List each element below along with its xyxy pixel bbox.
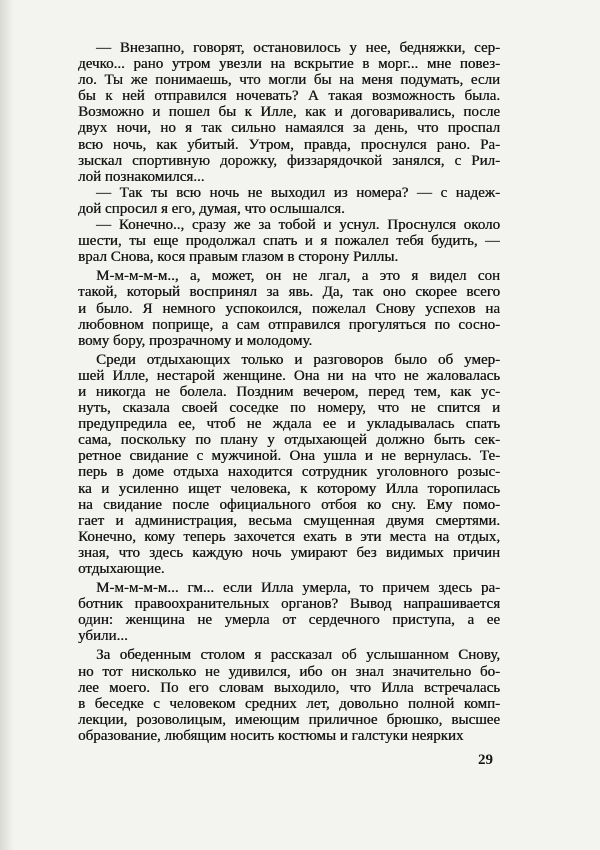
book-page-text <box>78 40 500 744</box>
text-line: Среди отдыхающих только и разговоров было об умер- <box>96 351 500 368</box>
text-line: лекции, розоволицым, имеющим приличное брюшко, высшее <box>78 711 500 728</box>
text-line: лее моего. По его словам выходило, что Илла встречалась <box>78 679 500 696</box>
text-line: Конечно, кому теперь захочется ехать в эти места на отдых, <box>78 528 500 545</box>
text-line: ка и усиленно ищет человека, к которому Илла торопилась <box>78 480 500 497</box>
text-line: лой познакомился... <box>78 168 205 185</box>
text-line: М-м-м-м-м.., а, может, он не лгал, а это я видел сон <box>96 268 500 285</box>
paragraph <box>78 217 500 265</box>
paragraph <box>78 647 500 744</box>
text-line: такой, который воспринял за явь. Да, так оно скорее всего <box>78 284 500 301</box>
text-line: Возможно и пошел бы к Илле, как и договаривались, после <box>78 104 500 121</box>
text-line: всю ночь, как убитый. Утром, правда, проснулся рано. Ра- <box>78 136 500 153</box>
text-line: М-м-м-м-м... гм... если Илла умерла, то причем здесь ра- <box>96 580 500 597</box>
text-line: — Внезапно, говорят, остановилось у нее, бедняжки, сер- <box>96 40 500 56</box>
text-line: бы к ней отправился ночевать? А такая возможность была. <box>78 88 500 105</box>
text-line: ло. Ты же понимаешь, что могли бы на меня подумать, если <box>78 72 500 89</box>
text-line: двух ночи, но я так сильно намаялся за день, что проспал <box>78 120 500 137</box>
text-line: образование, любящим носить костюмы и галстуки неярких <box>78 727 464 744</box>
text-line: и никогда не болела. Поздним вечером, перед тем, как ус- <box>78 383 500 400</box>
text-line: — Так ты всю ночь не выходил из номера? — с надеж- <box>96 184 500 201</box>
text-line: отдыхающие. <box>78 561 165 577</box>
text-line: гает и администрация, весьма смущенная двумя смертями. <box>78 512 500 529</box>
paragraph <box>78 580 500 644</box>
text-line: перь в доме отдыха находится сотрудник уголовного розыс- <box>78 464 500 481</box>
text-line: на свидание после официального отбоя ко сну. Ему помо- <box>78 496 500 513</box>
text-line: в беседке с человеком средних лет, довольно полной комп- <box>78 695 500 712</box>
text-line: нуть, сказала своей соседке по номеру, что не спится и <box>78 400 500 417</box>
text-line: предупредила ее, чтоб не ждала ее и укладывалась спать <box>78 416 500 433</box>
text-line: — Конечно.., сразу же за тобой и уснул. Проснулся около <box>96 217 500 234</box>
text-line: За обеденным столом я рассказал об услышанном Снову, <box>96 647 500 664</box>
paragraph <box>78 185 500 217</box>
text-line: ретное свидание с мужчиной. Она ушла и не вернулась. Те- <box>78 448 500 465</box>
text-line: убили... <box>78 628 128 645</box>
page-number: 29 <box>478 752 493 768</box>
paragraph <box>78 268 500 348</box>
paragraph <box>78 352 500 577</box>
text-line: зыскал спортивную дорожку, физзарядочкой занялся, с Рил- <box>78 152 500 169</box>
text-line: шести, ты еще продолжал спать и я пожалел тебя будить, — <box>78 233 500 250</box>
scan-edge-shadow <box>0 0 14 850</box>
text-line: сама, поскольку по плану у отдыхающей должно быть сек- <box>78 432 500 449</box>
text-line: но тот нисколько не удивился, ибо он знал значительно бо- <box>78 663 500 680</box>
text-line: вому бору, прозрачному и молодому. <box>78 332 313 349</box>
text-line: дечко... рано утром увезли на вскрытие в морг... мне повез- <box>78 56 500 73</box>
text-line: шей Илле, нестарой женщине. Она ни на что не жаловалась <box>78 367 500 384</box>
text-line: любовном поприще, а сам отправился прогуляться по сосно- <box>78 316 500 333</box>
text-line: врал Снова, кося правым глазом в сторону Риллы. <box>78 249 399 266</box>
text-line: один: женщина не умерла от сердечного приступа, а ее <box>78 612 500 629</box>
text-line: ботник правоохранительных органов? Вывод напрашивается <box>78 596 500 613</box>
text-line: дой спросил я его, думая, что ослышался. <box>78 200 345 217</box>
paragraph <box>78 40 500 185</box>
text-line: и было. Я немного успокоился, пожелал Снову успехов на <box>78 300 500 317</box>
text-line: зная, что здесь каждую ночь умирают без видимых причин <box>78 544 500 561</box>
